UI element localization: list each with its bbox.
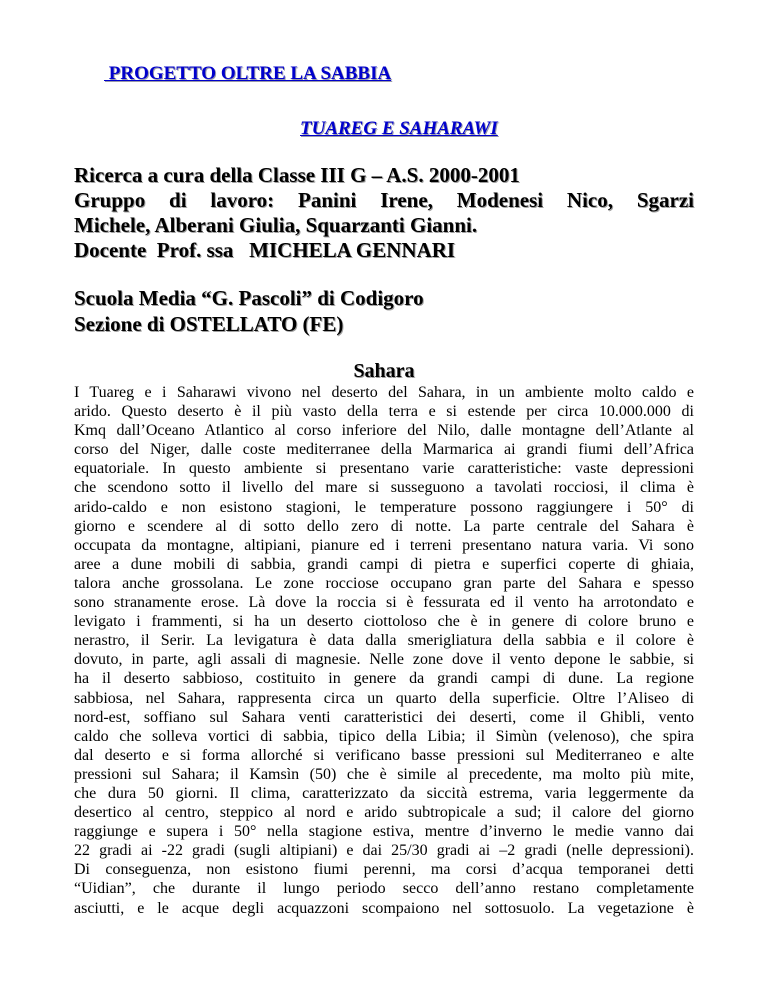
paragraph-line: caldo che solleva vortici di sabbia, tipico della Libia; il Simùn (velenoso), che spira (74, 727, 694, 745)
paragraph-line: talora anche grossolana. Le zone rocciose occupano gran parte del Sahara e spesso (74, 574, 694, 592)
paragraph-line: 22 gradi ai -22 gradi (sugli altipiani) e dai 25/30 gradi ai –2 gradi (nelle depressioni). (74, 842, 694, 860)
credits-group-line-continued: Michele, Alberani Giulia, Squarzanti Gianni. (74, 213, 478, 237)
paragraph-line: giorno e scendere al di sotto dello zero di notte. La parte centrale del Sahara è (74, 517, 694, 535)
paragraph-line: raggiunge e supera i 50° nella stagione estiva, mentre d’inverno le medie vanno dai (74, 823, 694, 841)
paragraph-line: dovuto, in parte, agli assali di magnesie. Nelle zone dove il vento depone le sabbie, si (74, 651, 694, 669)
paragraph-line: nerastro, il Serir. La levigatura è data dalla smerigliatura della sabbia e il colore è (74, 632, 694, 650)
paragraph-line: sabbiosa, nel Sahara, rappresenta circa un quarto della superficie. Oltre l’Aliseo di (74, 689, 694, 707)
project-title: PROGETTO OLTRE LA SABBIA (104, 63, 392, 84)
paragraph-line: sono stranamente erose. Là dove la roccia si è fessurata ed il vento ha arrotondato e (74, 594, 694, 612)
section-heading: Sahara (353, 360, 415, 382)
paragraph-line: equatoriale. In questo ambiente si presentano varie caratteristiche: vaste depressioni (74, 460, 694, 478)
paragraph-line: pressioni sul Sahara; il Kamsìn (50) che è simile al precedente, ma molto più mite, (74, 765, 694, 783)
paragraph-line: Di conseguenza, non esistono fiumi perenni, ma corsi d’acqua temporanei detti (74, 861, 694, 879)
paragraph-line: dal deserto e si forma allorché si verificano basse pressioni sul Mediterraneo e alte (74, 746, 694, 764)
paragraph-line: levigato i frammenti, si ha un deserto ciottoloso che è in genere di colore bruno e (74, 613, 694, 631)
school-section: Sezione di OSTELLATO (FE) (74, 312, 344, 336)
paragraph-line: Kmq dall’Oceano Atlantico al corso inferiore del Nilo, dalle montagne dell’Atlante al (74, 422, 694, 440)
document-subtitle: TUAREG E SAHARAWI (300, 118, 498, 139)
paragraph-line: arido-caldo e non esistono stagioni, le temperature possono raggiungere i 50° di (74, 498, 694, 516)
paragraph-line: nord-est, soffiano sul Sahara venti caratteristici dei deserti, come il Ghibli, vento (74, 708, 694, 726)
paragraph-line: corso del Niger, dalle coste mediterranee della Marmarica ai grandi fiumi dell’Africa (74, 441, 694, 459)
paragraph-line: “Uidian”, che durante il lungo periodo secco dell’anno restano completamente (74, 880, 694, 898)
credits-teacher-line: Docente Prof. ssa MICHELA GENNARI (74, 238, 456, 262)
paragraph-line: occupata da montagne, altipiani, pianure ed i terreni presentano natura varia. Vi sono (74, 536, 694, 554)
paragraph-line: ha il deserto sabbioso, costituito in genere da grandi campi di dune. La regione (74, 670, 694, 688)
paragraph-line: che dura 50 giorni. Il clima, caratterizzato da siccità estrema, varia leggermente da (74, 784, 694, 802)
paragraph-line: aree a dune mobili di sabbia, grandi campi di pietra e superfici coperte di ghiaia, (74, 555, 694, 573)
body-paragraph (74, 383, 694, 918)
credits-group-line: Gruppo di lavoro: Panini Irene, Modenesi Nico, Sgarzi (74, 188, 694, 212)
paragraph-line: asciutti, e le acque degli acquazzoni scompaiono nel sottosuolo. La vegetazione è (74, 899, 694, 917)
school-name: Scuola Media “G. Pascoli” di Codigoro (74, 286, 424, 310)
paragraph-line: che scendono sotto il livello del mare si susseguono a tavolati rocciosi, il clima è (74, 479, 694, 497)
paragraph-line: desertico al centro, steppico al nord e arido subtropicale a sud; il calore del giorno (74, 804, 694, 822)
school-block (74, 285, 424, 337)
credits-block (74, 163, 694, 263)
paragraph-line: arido. Questo deserto è il più vasto della terra e si estende per circa 10.000.000 di (74, 403, 694, 421)
credits-class-line: Ricerca a cura della Classe III G – A.S. 2000-2001 (74, 163, 520, 187)
paragraph-line: I Tuareg e i Saharawi vivono nel deserto del Sahara, in un ambiente molto caldo e (74, 384, 694, 401)
